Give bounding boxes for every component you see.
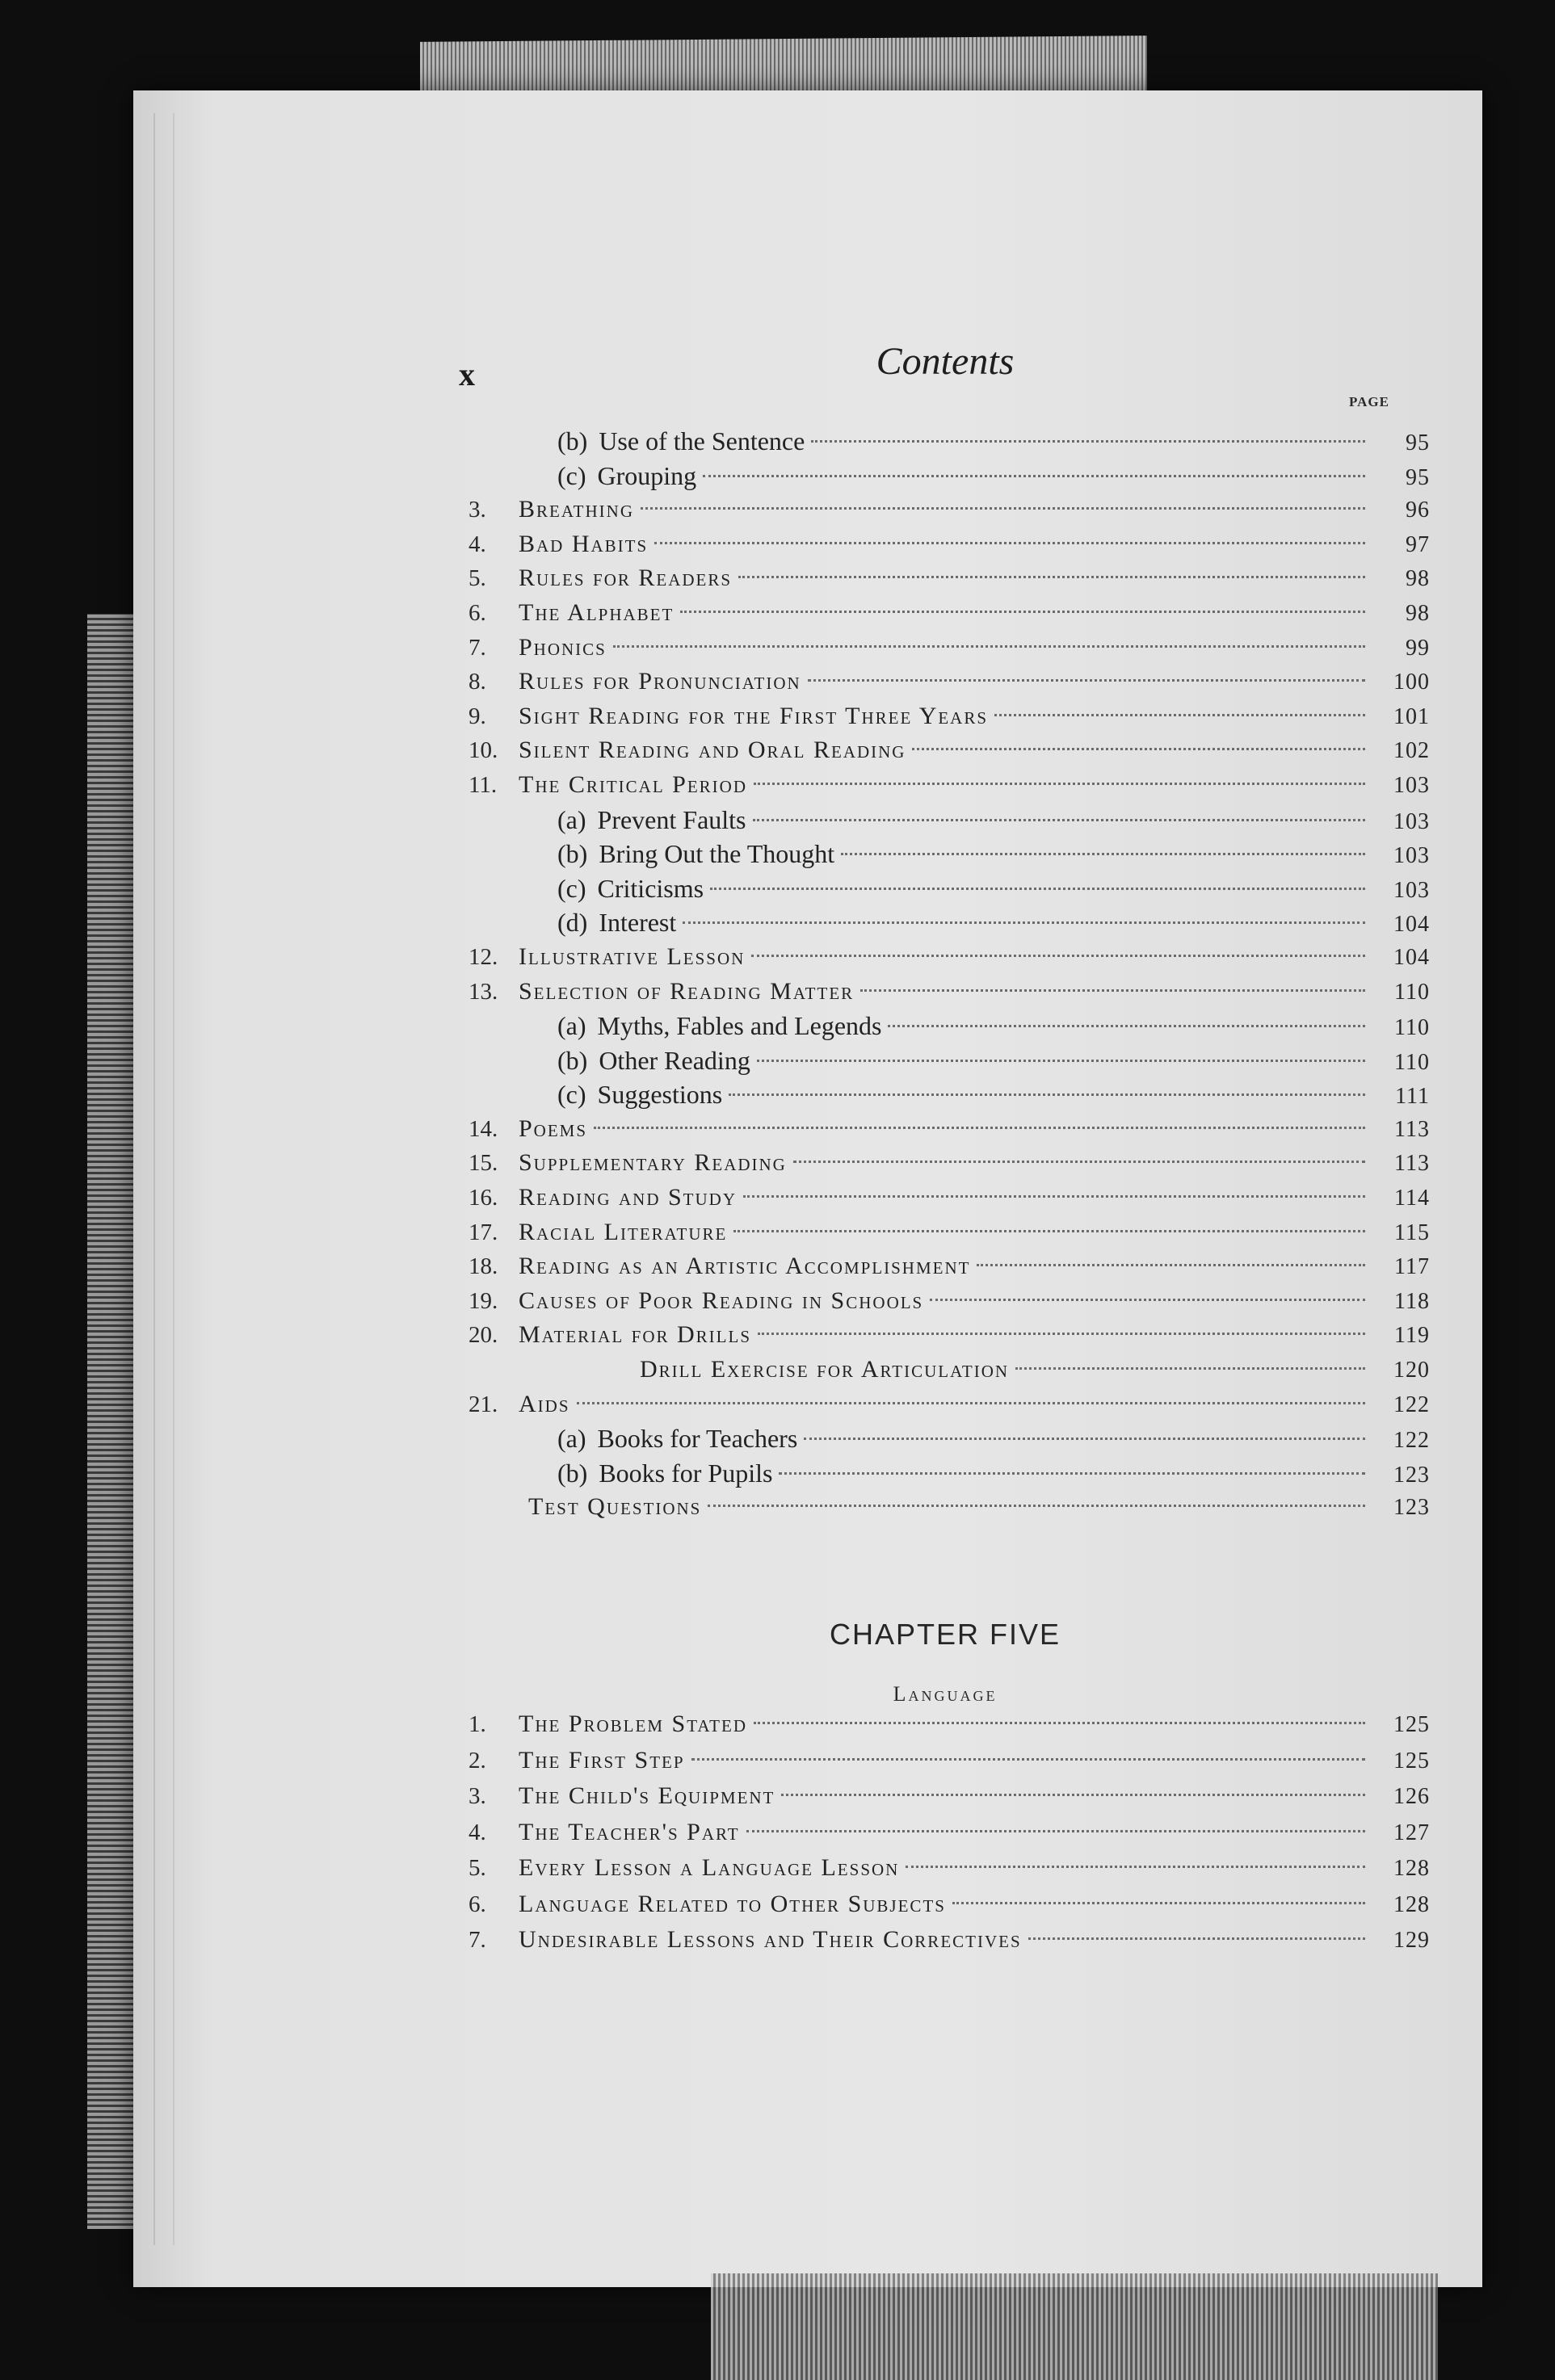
toc-entry <box>469 1887 1430 1923</box>
dot-leader <box>804 1438 1365 1440</box>
entry-page-number: 104 <box>1393 912 1430 938</box>
toc-entry <box>469 1009 1430 1043</box>
dot-leader <box>758 1333 1365 1335</box>
entry-title: Rules for Pronunciation <box>519 668 801 695</box>
entry-number: 18. <box>469 1253 498 1280</box>
entry-title: Phonics <box>519 633 607 661</box>
entry-title: Reading as an Artistic Accomplishment <box>519 1253 971 1280</box>
toc-entry <box>469 1353 1430 1387</box>
toc-entry <box>469 768 1430 803</box>
entry-title: Criticisms <box>597 873 704 903</box>
entry-page-number: 125 <box>1393 1748 1430 1773</box>
entry-page-number: 120 <box>1393 1358 1430 1383</box>
entry-page-number: 117 <box>1394 1254 1430 1280</box>
dot-leader <box>683 921 1365 924</box>
toc-entry <box>469 1181 1430 1215</box>
entry-page-number: 104 <box>1393 944 1430 970</box>
entry-title: Other Reading <box>599 1045 750 1075</box>
dot-leader <box>753 819 1366 821</box>
toc-entry <box>469 803 1430 837</box>
entry-number: 4. <box>469 1819 486 1845</box>
entry-page-number: 123 <box>1393 1495 1430 1521</box>
entry-title: The Teacher's Part <box>519 1818 740 1845</box>
entry-title: Illustrative Lesson <box>519 942 746 970</box>
entry-subletter: (c) <box>557 1080 586 1110</box>
entry-page-number: 113 <box>1394 1116 1430 1142</box>
chapter-heading: CHAPTER FIVE <box>829 1618 1061 1651</box>
dot-leader <box>751 955 1365 957</box>
dot-leader <box>952 1902 1365 1904</box>
entry-number: 13. <box>469 978 498 1005</box>
entry-page-number: 125 <box>1393 1712 1430 1737</box>
entry-page-number: 123 <box>1393 1462 1430 1488</box>
entry-page-number: 118 <box>1394 1288 1430 1314</box>
dot-leader <box>1015 1367 1365 1370</box>
entry-page-number: 128 <box>1393 1891 1430 1917</box>
toc-entry <box>469 1387 1430 1422</box>
entry-number: 5. <box>469 565 486 592</box>
entry-page-number: 98 <box>1406 600 1430 626</box>
toc-entry <box>469 1706 1430 1743</box>
entry-page-number: 110 <box>1394 979 1430 1005</box>
toc-entry <box>469 1077 1430 1112</box>
entry-subletter: (a) <box>557 1011 586 1041</box>
entry-subletter: (b) <box>557 839 588 869</box>
entry-subletter: (c) <box>557 460 586 490</box>
dot-leader <box>977 1264 1365 1266</box>
dot-leader <box>757 1060 1365 1062</box>
toc-entry <box>469 1490 1430 1525</box>
page-title: Contents <box>876 340 1015 383</box>
entry-page-number: 99 <box>1406 635 1430 661</box>
entry-page-number: 113 <box>1394 1151 1430 1177</box>
dot-leader <box>691 1758 1365 1761</box>
entry-number: 4. <box>469 531 486 557</box>
entry-number: 6. <box>469 599 486 626</box>
dot-leader <box>930 1299 1365 1301</box>
dot-leader <box>729 1093 1365 1096</box>
entry-page-number: 128 <box>1393 1856 1430 1881</box>
toc-entry <box>469 631 1430 665</box>
dot-leader <box>906 1866 1365 1868</box>
toc-entry <box>469 1284 1430 1319</box>
toc-entry <box>469 1249 1430 1284</box>
entry-page-number: 111 <box>1395 1084 1430 1110</box>
toc-entry <box>469 1215 1430 1250</box>
entry-title: The Critical Period <box>519 770 747 798</box>
entry-title: Bad Habits <box>519 530 649 557</box>
toc-entry <box>469 905 1430 940</box>
entry-title: Use of the Sentence <box>599 426 805 455</box>
toc-entry <box>469 596 1430 631</box>
dot-leader <box>680 611 1365 613</box>
entry-page-number: 103 <box>1393 877 1430 903</box>
toc-entry <box>469 699 1430 734</box>
tape-strip-bottom <box>711 2273 1438 2380</box>
toc-entry <box>469 975 1430 1010</box>
toc-entry <box>469 1112 1430 1147</box>
dot-leader <box>613 645 1365 648</box>
entry-number: 8. <box>469 669 486 695</box>
dot-leader <box>841 853 1365 855</box>
entry-title: Test Questions <box>528 1493 702 1521</box>
entry-number: 6. <box>469 1891 486 1917</box>
dot-leader <box>888 1025 1365 1027</box>
entry-number: 15. <box>469 1150 498 1177</box>
dot-leader <box>738 576 1365 578</box>
entry-title: The Child's Equipment <box>519 1782 775 1809</box>
contents-list-chapter-five <box>469 1706 1430 1958</box>
entry-number: 7. <box>469 1927 486 1953</box>
dot-leader <box>779 1472 1365 1475</box>
entry-page-number: 95 <box>1406 430 1430 455</box>
entry-page-number: 98 <box>1406 566 1430 592</box>
entry-title: Language Related to Other Subjects <box>519 1890 946 1917</box>
toc-entry <box>469 493 1430 527</box>
toc-entry <box>469 1421 1430 1456</box>
dot-leader <box>654 542 1365 544</box>
dot-leader <box>733 1230 1365 1232</box>
dot-leader <box>754 1722 1365 1724</box>
entry-number: 12. <box>469 943 498 970</box>
toc-entry <box>469 1743 1430 1779</box>
entry-page-number: 119 <box>1394 1323 1430 1349</box>
toc-entry <box>469 665 1430 699</box>
entry-title: Selection of Reading Matter <box>519 977 855 1005</box>
dot-leader <box>1028 1937 1365 1940</box>
dot-leader <box>860 989 1365 992</box>
dot-leader <box>708 1505 1365 1507</box>
entry-subletter: (b) <box>557 1045 588 1075</box>
page-edge <box>153 113 174 2245</box>
entry-page-number: 100 <box>1393 670 1430 695</box>
entry-page-number: 103 <box>1393 772 1430 798</box>
dot-leader <box>781 1794 1365 1796</box>
toc-entry <box>469 1778 1430 1815</box>
entry-page-number: 97 <box>1406 531 1430 557</box>
toc-entry <box>469 1922 1430 1958</box>
dot-leader <box>743 1195 1365 1198</box>
entry-title: Reading and Study <box>519 1184 737 1211</box>
entry-title: Bring Out the Thought <box>599 839 835 869</box>
contents-list-chapter-four <box>469 424 1430 1525</box>
dot-leader <box>710 888 1365 890</box>
entry-title: Silent Reading and Oral Reading <box>519 737 906 764</box>
entry-page-number: 103 <box>1393 808 1430 834</box>
dot-leader <box>808 679 1365 682</box>
entry-page-number: 126 <box>1393 1784 1430 1809</box>
entry-number: 10. <box>469 737 498 764</box>
entry-page-number: 122 <box>1393 1428 1430 1454</box>
entry-number: 2. <box>469 1747 486 1773</box>
entry-page-number: 122 <box>1393 1391 1430 1417</box>
entry-title: Material for Drills <box>519 1321 752 1349</box>
toc-entry <box>469 940 1430 975</box>
entry-title: Sight Reading for the First Three Years <box>519 702 989 729</box>
entry-number: 21. <box>469 1391 498 1417</box>
toc-entry <box>469 733 1430 768</box>
toc-entry <box>469 424 1430 459</box>
entry-number: 14. <box>469 1115 498 1142</box>
dot-leader <box>994 714 1365 716</box>
toc-entry <box>469 1850 1430 1887</box>
toc-entry <box>469 1146 1430 1181</box>
dot-leader <box>577 1402 1365 1404</box>
entry-title: Prevent Faults <box>597 804 746 834</box>
entry-number: 3. <box>469 1783 486 1809</box>
entry-title: Supplementary Reading <box>519 1149 787 1177</box>
toc-entry <box>469 1043 1430 1078</box>
entry-page-number: 110 <box>1394 1049 1430 1075</box>
entry-title: Causes of Poor Reading in Schools <box>519 1287 924 1314</box>
entry-title: Books for Teachers <box>597 1424 798 1454</box>
entry-title: Poems <box>519 1114 588 1142</box>
entry-subletter: (d) <box>557 908 588 938</box>
entry-page-number: 102 <box>1393 738 1430 764</box>
entry-title: Rules for Readers <box>519 565 733 592</box>
toc-entry <box>469 527 1430 562</box>
toc-entry <box>469 837 1430 871</box>
page-header <box>459 339 1431 396</box>
entry-subletter: (a) <box>557 804 586 834</box>
entry-title: Myths, Fables and Legends <box>597 1011 882 1041</box>
entry-number: 11. <box>469 771 498 798</box>
page-column-label: PAGE <box>1349 394 1389 409</box>
entry-number: 16. <box>469 1185 498 1211</box>
dot-leader <box>703 475 1365 477</box>
entry-number: 19. <box>469 1287 498 1314</box>
entry-title: Racial Literature <box>519 1218 728 1245</box>
toc-entry <box>469 1318 1430 1353</box>
entry-title: Interest <box>599 908 677 938</box>
chapter-subtitle: Language <box>893 1682 998 1706</box>
entry-page-number: 103 <box>1393 843 1430 869</box>
toc-entry <box>469 1456 1430 1491</box>
entry-title: Undesirable Lessons and Their Correctives <box>519 1926 1022 1953</box>
dot-leader <box>912 748 1365 750</box>
entry-number: 7. <box>469 634 486 661</box>
entry-title: Breathing <box>519 496 634 523</box>
page-number: x <box>459 356 475 392</box>
dot-leader <box>594 1127 1365 1129</box>
entry-page-number: 110 <box>1394 1015 1430 1041</box>
entry-subletter: (b) <box>557 1458 588 1488</box>
dot-leader <box>811 440 1365 443</box>
entry-page-number: 101 <box>1393 703 1430 729</box>
entry-title: Drill Exercise for Articulation <box>640 1356 1010 1383</box>
entry-title: Grouping <box>597 460 697 490</box>
entry-title: The Problem Stated <box>519 1710 747 1737</box>
entry-number: 1. <box>469 1711 486 1737</box>
dot-leader <box>754 783 1365 785</box>
entry-page-number: 96 <box>1406 497 1430 523</box>
dot-leader <box>793 1161 1365 1163</box>
entry-subletter: (b) <box>557 426 588 455</box>
entry-title: The Alphabet <box>519 598 675 626</box>
entry-page-number: 114 <box>1394 1186 1430 1211</box>
entry-subletter: (c) <box>557 873 586 903</box>
toc-entry <box>469 1815 1430 1851</box>
entry-page-number: 127 <box>1393 1820 1430 1845</box>
tape-strip-top <box>420 36 1147 99</box>
entry-page-number: 129 <box>1393 1928 1430 1953</box>
entry-page-number: 115 <box>1394 1219 1430 1245</box>
entry-number: 17. <box>469 1219 498 1245</box>
entry-title: Every Lesson a Language Lesson <box>519 1854 900 1881</box>
entry-title: Aids <box>519 1390 570 1417</box>
dot-leader <box>746 1830 1365 1832</box>
entry-title: Books for Pupils <box>599 1458 773 1488</box>
entry-title: Suggestions <box>597 1080 723 1110</box>
entry-number: 9. <box>469 703 486 729</box>
entry-number: 3. <box>469 497 486 523</box>
entry-number: 5. <box>469 1855 486 1881</box>
entry-title: The First Step <box>519 1746 685 1773</box>
toc-entry <box>469 561 1430 596</box>
toc-entry <box>469 871 1430 906</box>
entry-page-number: 95 <box>1406 464 1430 490</box>
entry-number: 20. <box>469 1322 498 1349</box>
toc-entry <box>469 459 1430 493</box>
entry-subletter: (a) <box>557 1424 586 1454</box>
dot-leader <box>641 507 1365 510</box>
